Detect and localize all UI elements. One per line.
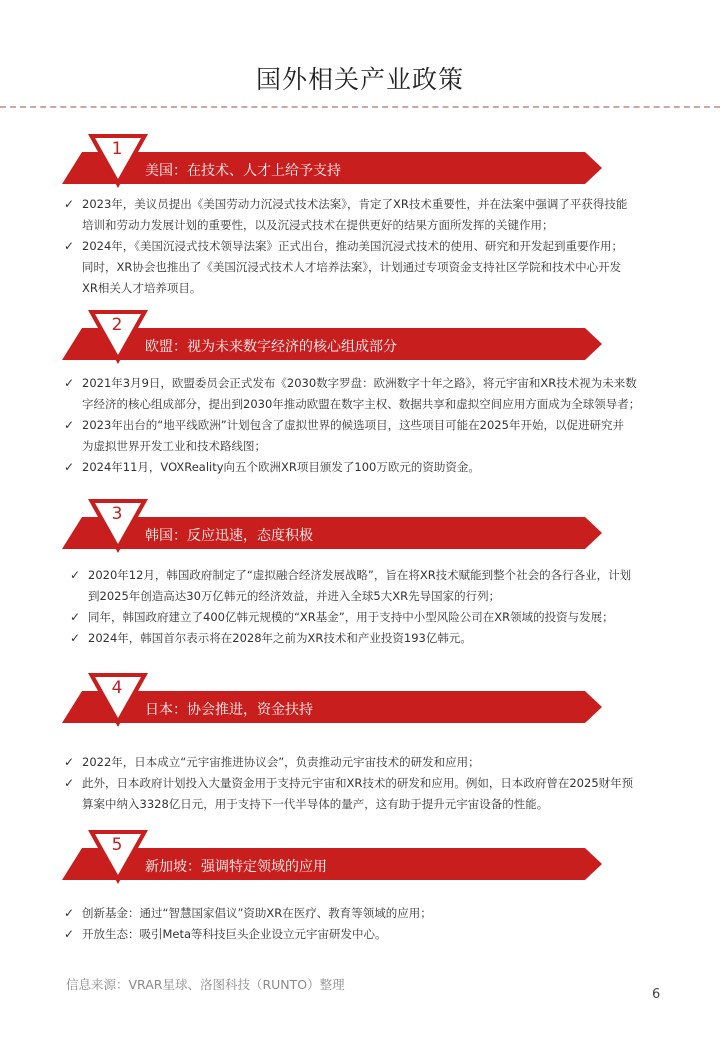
check-icon: ✓ xyxy=(70,568,81,582)
section-banner xyxy=(0,132,720,192)
check-icon: ✓ xyxy=(64,376,75,390)
section-banner xyxy=(0,497,720,557)
check-icon: ✓ xyxy=(64,418,75,432)
list-item xyxy=(64,194,664,236)
page-title: 国外相关产业政策 xyxy=(255,65,464,94)
list-item xyxy=(64,773,664,815)
section-number: 2 xyxy=(111,315,123,335)
list-item-text xyxy=(70,607,660,628)
text-line: 此外，日本政府计划投入大量资金用于支持元宇宙和XR技术的研发和应用。例如，日本政府曾在2025财年预 xyxy=(82,776,634,790)
list-item xyxy=(64,236,664,299)
text-line: 2023年出台的“地平线欧洲”计划包含了虚拟世界的候选项目，这些项目可能在2025年开始，以促进研究并 xyxy=(82,418,624,432)
list-item xyxy=(70,565,660,607)
list-item-text xyxy=(64,903,664,924)
section-banner xyxy=(0,828,720,888)
text-line: 2022年，日本成立“元宇宙推进协议会”，负责推动元宇宙技术的研发和应用； xyxy=(82,755,480,769)
check-icon: ✓ xyxy=(70,631,81,645)
section-heading: 韩国：反应迅速，态度积极 xyxy=(145,528,313,544)
check-icon: ✓ xyxy=(64,776,75,790)
section-number: 4 xyxy=(111,678,123,698)
list-item-text xyxy=(64,415,664,457)
check-icon: ✓ xyxy=(64,906,75,920)
section-banner xyxy=(0,671,720,731)
list-item xyxy=(64,752,664,773)
bullet-list xyxy=(70,565,660,649)
text-line: 同年，韩国政府建立了400亿韩元规模的“XR基金”，用于支持中小型风险公司在XR领域的投资与发展； xyxy=(88,610,614,624)
list-item xyxy=(64,373,664,415)
text-line: 为虚拟世界开发工业和技术路线图； xyxy=(82,439,266,453)
text-line: 2024年11月，VOXReality向五个欧洲XR项目颁发了100万欧元的资助资金。 xyxy=(82,460,480,474)
section-heading: 日本：协会推进，资金扶持 xyxy=(145,702,313,718)
banner-ribbon xyxy=(62,691,602,723)
banner-ribbon xyxy=(62,848,602,880)
section-banner xyxy=(0,308,720,368)
list-item-text xyxy=(70,628,660,649)
text-line: 到2025年创造高达30万亿韩元的经济效益，并进入全球5大XR先导国家的行列； xyxy=(88,589,501,603)
list-item-text xyxy=(64,373,664,415)
list-item-text xyxy=(64,773,664,815)
section-heading: 美国：在技术、人才上给予支持 xyxy=(145,163,341,179)
check-icon: ✓ xyxy=(64,239,75,253)
section-number: 1 xyxy=(111,139,123,159)
check-icon: ✓ xyxy=(64,197,75,211)
section-heading: 欧盟：视为未来数字经济的核心组成部分 xyxy=(145,339,397,355)
text-line: 创新基金：通过“智慧国家倡议”资助XR在医疗、教育等领域的应用； xyxy=(82,906,432,920)
bullet-list xyxy=(64,373,664,478)
list-item xyxy=(70,628,660,649)
section-number: 3 xyxy=(111,504,123,524)
text-line: 开放生态：吸引Meta等科技巨头企业设立元宇宙研发中心。 xyxy=(82,927,387,941)
check-icon: ✓ xyxy=(64,460,75,474)
check-icon: ✓ xyxy=(70,610,81,624)
text-line: 2024年，《美国沉浸式技术领导法案》正式出台，推动美国沉浸式技术的使用、研究和开发起到重要作用； xyxy=(82,239,624,253)
text-line: 2023年，美议员提出《美国劳动力沉浸式技术法案》，肯定了XR技术重要性，并在法案中强调了平获得技能 xyxy=(82,197,628,211)
list-item xyxy=(64,457,664,478)
list-item-text xyxy=(64,236,664,299)
text-line: 2021年3月9日，欧盟委员会正式发布《2030数字罗盘：欧洲数字十年之路》，将元宇宙和XR技术视为未来数 xyxy=(82,376,637,390)
list-item xyxy=(64,924,664,945)
source-note: 信息来源：VRAR星球、洛图科技（RUNTO）整理 xyxy=(66,977,345,992)
text-line: XR相关人才培养项目。 xyxy=(82,281,202,295)
page-number: 6 xyxy=(652,987,661,1002)
list-item xyxy=(64,903,664,924)
text-line: 2020年12月，韩国政府制定了“虚拟融合经济发展战略”，旨在将XR技术赋能到整个社会的各行各业，计划 xyxy=(88,568,632,582)
text-line: 算案中纳入3328亿日元，用于支持下一代半导体的量产，这有助于提升元宇宙设备的性能。 xyxy=(82,797,549,811)
list-item-text xyxy=(64,752,664,773)
bullet-list xyxy=(64,194,664,299)
title-divider xyxy=(0,106,720,108)
list-item xyxy=(70,607,660,628)
list-item-text xyxy=(64,924,664,945)
list-item-text xyxy=(64,194,664,236)
list-item-text xyxy=(64,457,664,478)
bullet-list xyxy=(64,903,664,945)
bullet-list xyxy=(64,752,664,815)
check-icon: ✓ xyxy=(64,927,75,941)
banner-ribbon xyxy=(62,517,602,549)
text-line: 同时，XR协会也推出了《美国沉浸式技术人才培养法案》，计划通过专项资金支持社区学院和技术中心开发 xyxy=(82,260,622,274)
list-item xyxy=(64,415,664,457)
check-icon: ✓ xyxy=(64,755,75,769)
text-line: 培训和劳动力发展计划的重要性，以及沉浸式技术在提供更好的结果方面所发挥的关键作用； xyxy=(82,218,554,232)
list-item-text xyxy=(70,565,660,607)
text-line: 2024年，韩国首尔表示将在2028年之前为XR技术和产业投资193亿韩元。 xyxy=(88,631,472,645)
section-heading: 新加坡：强调特定领域的应用 xyxy=(145,859,327,875)
section-number: 5 xyxy=(111,835,123,855)
text-line: 字经济的核心组成部分，提出到2030年推动欧盟在数字主权、数据共享和虚拟空间应用方面成为全球领导者； xyxy=(82,397,641,411)
